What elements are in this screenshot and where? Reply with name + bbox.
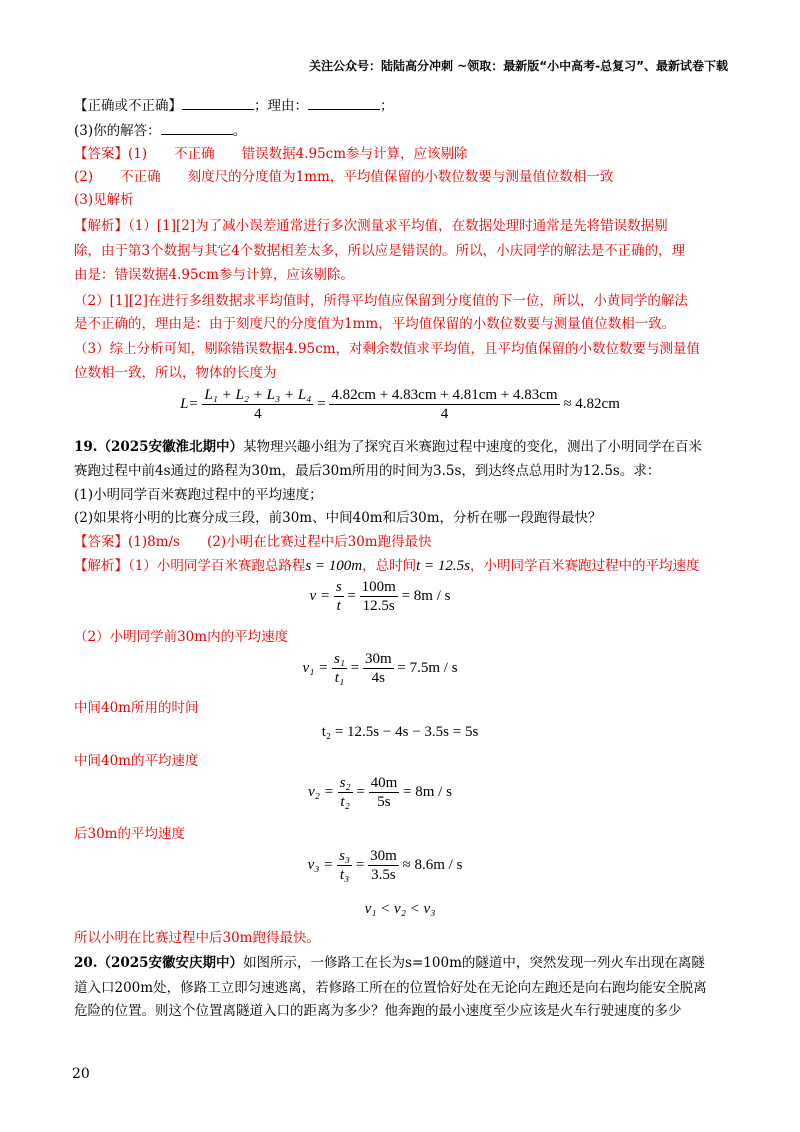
question-20-text: 危险的位置。则这个位置离隧道入口的距离为多少？他奔跑的最小速度至少应该是火车行驶速度的多少	[74, 1003, 682, 1019]
analysis-line: 中间40m的平均速度	[74, 753, 199, 769]
analysis-line: （3）综上分析可知，剔除错误数据4.95cm，对剩余数值求平均值，且平均值保留的小数位数要与测量值	[74, 341, 701, 357]
question-19-text: 赛跑过程中前4s通过的路程为30m，最后30m所用的时间为3.5s，到达终点总用时为12.5s。求：	[74, 463, 661, 479]
analysis-line: 所以小明在比赛过程中后30m跑得最快。	[74, 930, 320, 946]
formula-length: L= $\frac{\text{L₁ + L₂ + L₃ + L₄}}{4}$ = $\frac{4.82cm + 4.83cm + 4.81cm + 4.83cm}{4}$ ≈ 4.82cm	[180, 387, 620, 422]
question-line	[74, 121, 246, 140]
analysis-line: （2）小明同学前30m内的平均速度	[74, 629, 289, 645]
formula-avg-speed: v = $\frac{s}{t}$ = $\frac{100m}{12.5s}$ = 8m / s	[309, 579, 451, 614]
question-19: 19.（2025安徽淮北期中）某物理兴趣小组为了探究百米赛跑过程中速度的变化，测出了小明同学在百米	[74, 439, 703, 455]
formula-compare: v₁ < v₂ < v₃	[364, 901, 436, 917]
analysis-line: 【解析】（1）小明同学百米赛跑总路程s = 100m，总时间t = 12.5s，小明同学百米赛跑过程中的平均速度	[74, 558, 700, 574]
analysis-line: 位数相一致，所以，物体的长度为	[74, 365, 277, 381]
answer-blank[interactable]	[182, 96, 254, 110]
label-text: 。	[232, 123, 247, 139]
analysis-line: 是不正确的，理由是：由于刻度尺的分度值为1mm，平均值保留的小数位数要与测量值位数相一致。	[74, 316, 676, 332]
question-line	[74, 96, 394, 115]
analysis-line: 后30m的平均速度	[74, 826, 185, 842]
sub-question: (1)小明同学百米赛跑过程中的平均速度；	[74, 487, 323, 503]
page-header: 关注公众号：陆陆高分冲刺 ~领取：最新版“小中高考-总复习”、最新试卷下载	[309, 59, 728, 73]
answer-line: (3)见解析	[74, 192, 134, 208]
formula-v1: v₁ = $\frac{\text{s₁}}{\text{t₁}}$ = $\frac{30m}{4s}$ = 7.5m / s	[302, 651, 458, 686]
analysis-line: （2）[1][2]在进行多组数据求平均值时，所得平均值应保留到分度值的下一位，所以，小黄同学的解法	[74, 293, 688, 309]
formula-v2: v₂ = $\frac{\text{s₂}}{\text{t₂}}$ = $\frac{40m}{5s}$ = 8m / s	[308, 775, 452, 810]
analysis-line: 中间40m所用的时间	[74, 700, 199, 716]
formula-v3: v₃ = $\frac{\text{s₃}}{\text{t₃}}$ = $\frac{30m}{3.5s}$ ≈ 8.6m / s	[307, 848, 463, 883]
analysis-line: 除，由于第3个数据与其它4个数据相差太多，所以应是错误的。所以，小庆同学的解法是不正确的，理	[74, 243, 686, 259]
label-text: ；理由：	[254, 98, 308, 114]
label-text: 【正确或不正确】	[74, 98, 182, 114]
label-text: ；	[380, 98, 394, 114]
analysis-line: 由是：错误数据4.95cm参与计算，应该剔除。	[74, 267, 354, 283]
formula-t2: t₂ = 12.5s − 4s − 3.5s = 5s	[321, 724, 479, 740]
analysis-line: 【解析】（1）[1][2]为了减小误差通常进行多次测量求平均值，在数据处理时通常是先将错误数据剔	[74, 218, 668, 234]
answer-blank[interactable]	[308, 96, 380, 110]
question-20-text: 道入口200m处，修路工立即匀速逃离，若修路工所在的位置恰好处在无论向左跑还是向右跑均能安全脱离	[74, 980, 707, 996]
answer-blank[interactable]	[161, 121, 233, 135]
label-text: (3)你的解答：	[74, 123, 161, 139]
question-20: 20.（2025安徽安庆期中）如图所示，一修路工在长为s=100m的隧道中，突然发现一列火车出现在离隧	[74, 955, 705, 971]
answer-line: 【答案】(1) 不正确 错误数据4.95cm参与计算，应该剔除	[74, 146, 468, 162]
answer-line: 【答案】(1)8m/s (2)小明在比赛过程中后30m跑得最快	[74, 534, 432, 550]
page-number: 20	[72, 1066, 90, 1082]
sub-question: (2)如果将小明的比赛分成三段，前30m、中间40m和后30m，分析在哪一段跑得最快？	[74, 510, 602, 526]
answer-line: (2) 不正确 刻度尺的分度值为1mm，平均值保留的小数位数要与测量值位数相一致	[74, 169, 614, 185]
